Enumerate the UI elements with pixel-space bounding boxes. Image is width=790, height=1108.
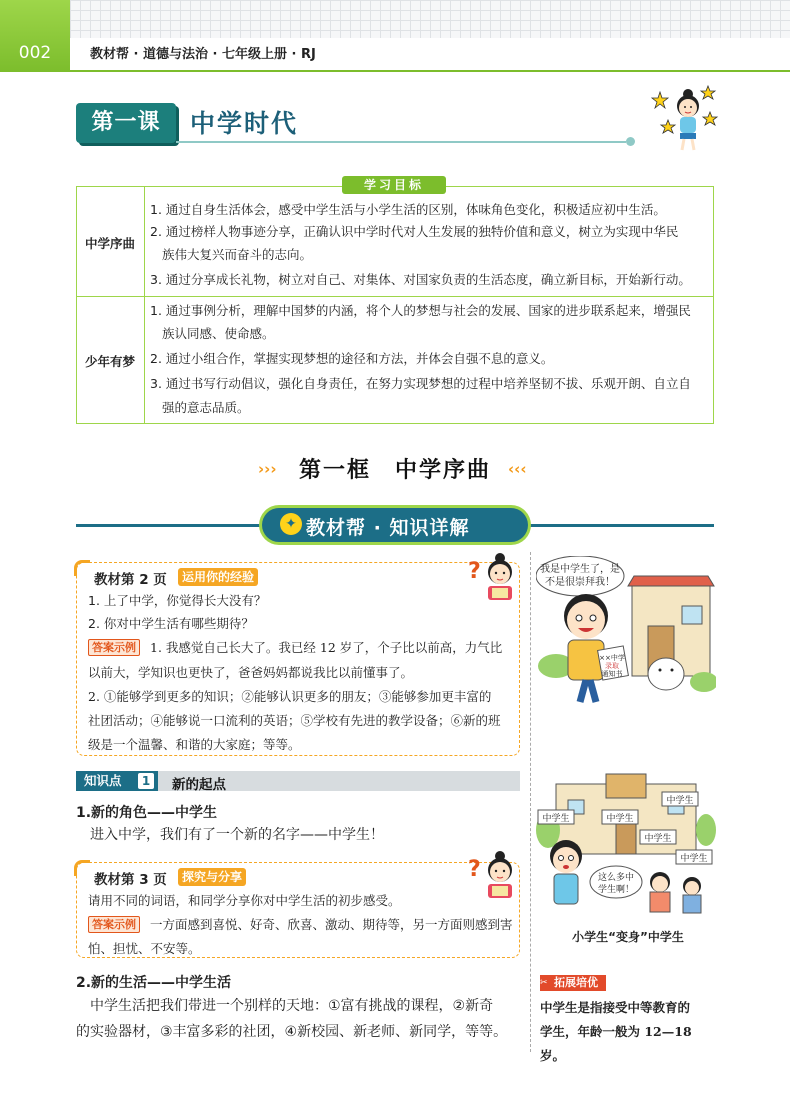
lesson-title-underline <box>176 141 626 143</box>
section-right-arrows: ‹‹‹ <box>508 460 527 478</box>
lesson-number-badge <box>76 103 176 143</box>
book-title: 教材帮 · 道德与法治 · 七年级上册 · RJ <box>90 47 316 62</box>
cartoon2-bubble-line: 学生啊！ <box>597 885 635 895</box>
answer-tag: 答案示例 <box>88 916 140 933</box>
objective-item: 2. 通过小组合作，掌握实现梦想的途径和方法，并体会自强不息的意义。 <box>150 351 554 366</box>
page-number: 002 <box>18 43 52 63</box>
objective-item: 族伟大复兴而奋斗的志向。 <box>162 247 313 262</box>
objective-item: 3. 通过分享成长礼物，树立对自己、对集体、对国家负责的生活态度，确立新目标，开始新行动。 <box>150 272 691 287</box>
objective-item: 2. 通过榜样人物事迹分享，正确认识中学时代对人生发展的独特价值和意义，树立为实现中华民 <box>150 224 679 239</box>
bulb-icon: ✦ <box>280 513 302 535</box>
point1-heading: 1.新的角色——中学生 <box>76 805 218 821</box>
thinking-girl-illustration <box>466 552 522 602</box>
point2-line: 的实验器材，③丰富多彩的社团，④新校园、新老师、新同学，等等。 <box>76 1024 508 1040</box>
point2-heading: 2.新的生活——中学生活 <box>76 975 232 991</box>
box-tag: 运用你的经验 <box>178 568 258 586</box>
box-title: 教材第 3 页 <box>94 872 167 888</box>
girl-with-stars-illustration <box>650 84 720 154</box>
box2-prompt: 请用不同的词语，和同学分享你对中学生活的初步感受。 <box>88 893 401 908</box>
answer-line: 级是一个温馨、和谐的大家庭；等等。 <box>88 737 301 752</box>
scissors-icon: ✂ <box>540 978 548 988</box>
svg-text:?: ? <box>468 559 481 584</box>
extension-text <box>540 996 716 1068</box>
header-grid-background <box>70 0 790 38</box>
answer-tag: 答案示例 <box>88 639 140 656</box>
objective-item: 强的意志品质。 <box>162 400 250 415</box>
knowledge-point-title: 新的起点 <box>172 777 226 793</box>
question-1: 1. 上了中学，你觉得长大没有？ <box>88 593 267 608</box>
answer-line: 一方面感到喜悦、好奇、欣喜、激动、期待等，另一方面则感到害 <box>150 917 513 932</box>
objective-item: 族认同感、使命感。 <box>162 326 275 341</box>
box-corner <box>74 560 90 576</box>
box-title: 教材第 2 页 <box>94 572 167 588</box>
extension-line: 学生，年龄一般为 12—18 岁。 <box>540 1024 692 1063</box>
lesson-number-label: 第一课 <box>91 110 161 135</box>
question-2: 2. 你对中学生活有哪些期待？ <box>88 616 254 631</box>
lesson-title-dot <box>626 137 635 146</box>
cartoon-caption: 小学生“变身”中学生 <box>572 930 684 944</box>
thinking-girl-illustration <box>466 850 522 900</box>
objective-item: 1. 通过事例分析，理解中国梦的内涵，将个人的梦想与社会的发展、国家的进步联系起来，增强民 <box>150 303 691 318</box>
knowledge-point-number: 1 <box>138 773 154 789</box>
objective-item: 1. 通过自身生活体会，感受中学生活与小学生活的区别，体味角色变化，积极适应初中生活。 <box>150 202 666 217</box>
answer-line: 怕、担忧、不安等。 <box>88 941 201 956</box>
column-divider <box>530 552 531 1052</box>
cartoon2-bubble-line: 这么多中 <box>597 873 635 883</box>
objective-row-name: 少年有梦 <box>84 354 135 369</box>
lesson-title: 中学时代 <box>190 109 299 138</box>
cartoon-admission-letter <box>536 556 716 716</box>
answer-line: 社团活动；④能够说一口流利的英语；⑤学校有先进的教学设备；⑥新的班 <box>88 713 501 728</box>
knowledge-point-label: 知识点 <box>76 771 158 791</box>
point2-line: 中学生活把我们带进一个别样的天地：①富有挑战的课程，②新奇 <box>90 998 494 1014</box>
objective-row-name: 中学序曲 <box>84 236 135 251</box>
cartoon2-sign: 中学生 <box>606 814 634 824</box>
box-tag: 探究与分享 <box>178 868 246 886</box>
cartoon1-bubble-line: 我是中学生了，是 <box>540 564 620 575</box>
objectives-row-divider <box>76 296 714 297</box>
objectives-column-divider <box>144 186 145 424</box>
cartoon-becoming-middle-schooler <box>536 770 716 920</box>
section-left-arrows: ››› <box>258 460 277 478</box>
extension-tag: 拓展培优 <box>540 975 606 991</box>
banner-text: 教材帮 · 知识详解 <box>306 517 470 539</box>
point1-text: 进入中学，我们有了一个新的名字——中学生！ <box>90 827 384 843</box>
extension-line: 中学生是指接受中等教育的 <box>540 1000 691 1015</box>
paper-line: 通知书 <box>601 670 623 678</box>
box-corner <box>74 860 90 876</box>
cartoon2-sign: 中学生 <box>680 854 708 864</box>
cartoon2-sign: 中学生 <box>666 796 694 806</box>
answer-line: 以前大，学知识也更快了，爸爸妈妈都说我比以前懂事了。 <box>88 665 414 680</box>
paper-line: ××中学 <box>599 654 625 662</box>
header-divider <box>70 70 790 72</box>
section-title: 第一框 中学序曲 <box>298 458 491 483</box>
cartoon2-sign: 中学生 <box>542 814 570 824</box>
answer-line: 1. 我感觉自己长大了。我已经 12 岁了，个子比以前高，力气比 <box>150 640 503 655</box>
objectives-tag: 学习目标 <box>342 176 446 194</box>
cartoon2-sign: 中学生 <box>644 834 672 844</box>
paper-line: 录取 <box>605 662 619 670</box>
answer-line: 2. ①能够学到更多的知识；②能够认识更多的朋友；③能够参加更丰富的 <box>88 689 492 704</box>
cartoon1-bubble-line: 不是很崇拜我！ <box>545 577 615 588</box>
objective-item: 3. 通过书写行动倡议，强化自身责任，在努力实现梦想的过程中培养坚韧不拔、乐观开朗、自立自 <box>150 376 691 391</box>
svg-text:?: ? <box>468 857 481 882</box>
